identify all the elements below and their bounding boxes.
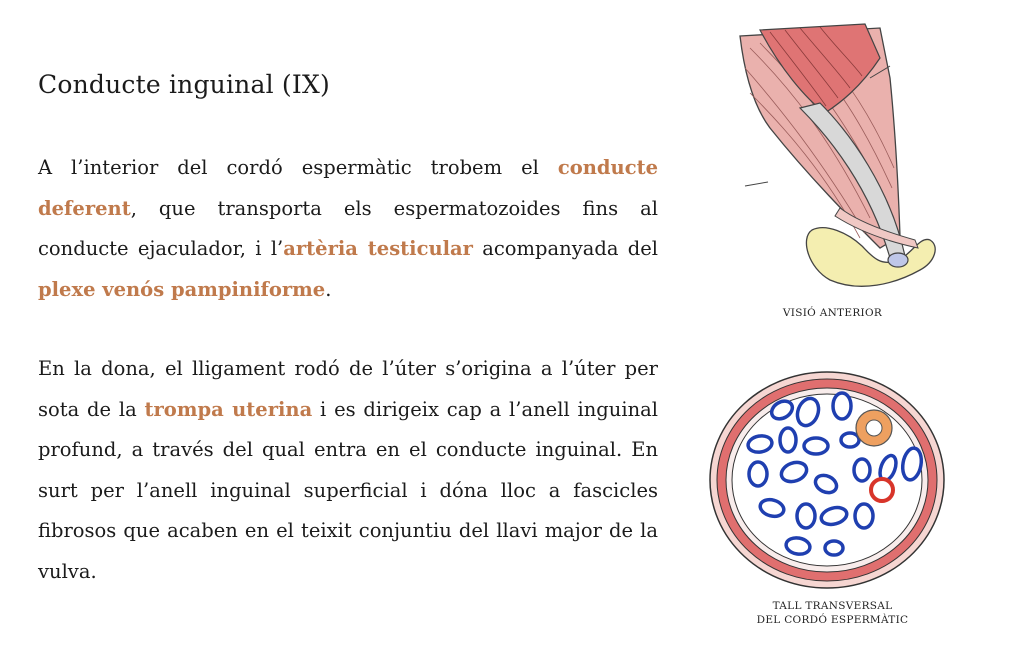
ductus-lumen xyxy=(866,420,882,436)
term-arteria-testicular: artèria testicular xyxy=(283,237,473,260)
vein xyxy=(825,541,843,555)
cord-end xyxy=(888,253,908,267)
vein xyxy=(841,433,859,447)
text: En la dona, el lligament rodó de l’úter s’origina a l’úter per sota de la xyxy=(38,357,658,421)
vein xyxy=(854,459,870,481)
text: , que transporta els espermatozoides fins al conducte ejaculador, i l’ xyxy=(38,196,658,260)
cross-section-illustration xyxy=(702,366,952,594)
text: acompanyada del xyxy=(472,237,659,260)
anterior-view-caption: VISIÓ ANTERIOR xyxy=(782,307,883,319)
term-conducte-deferent: conducte deferent xyxy=(38,156,658,220)
term-plexe-venos: plexe venós pampiniforme xyxy=(38,277,326,301)
vein xyxy=(780,428,796,452)
caption-line: TALL TRANSVERSAL xyxy=(772,600,893,612)
text: i es dirigeix cap a l’anell inguinal profund, a través del qual entra en el conducte inguinal. En surt per l’anell inguinal superficial i dóna lloc a fascicles fibrosos que acaben en el teixit conjuntiu del llavi major de la vulva. xyxy=(38,397,658,583)
vein xyxy=(797,504,815,528)
text: . xyxy=(325,277,332,301)
term-trompa-uterina: trompa uterina xyxy=(144,397,313,421)
vein xyxy=(833,393,851,419)
vein xyxy=(855,504,873,528)
paragraph-round-ligament xyxy=(38,349,658,592)
page-title: Conducte inguinal (IX) xyxy=(38,70,330,99)
paragraph-spermatic-cord xyxy=(38,148,658,310)
caption-line: DEL CORDÓ ESPERMÀTIC xyxy=(756,614,909,626)
anterior-view-illustration xyxy=(730,18,950,300)
text: A l’interior del cordó espermàtic trobem el xyxy=(38,156,558,179)
vein xyxy=(749,462,767,486)
vein xyxy=(804,438,828,454)
testicular-artery xyxy=(871,479,893,501)
cross-section-caption xyxy=(720,599,945,627)
pointer-line xyxy=(745,182,768,186)
